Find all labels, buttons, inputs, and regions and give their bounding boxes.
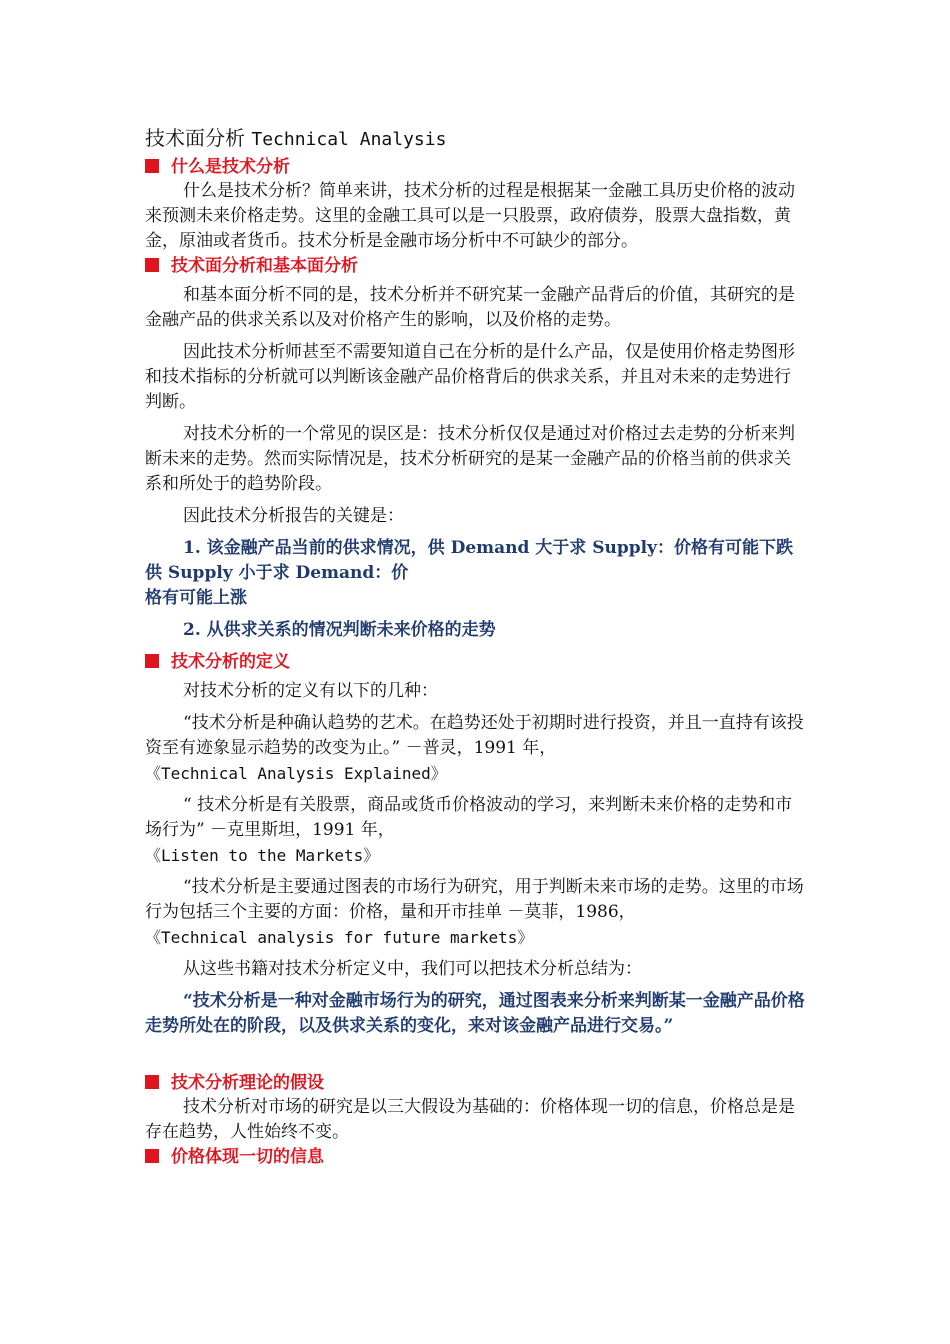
list-item-1: 1. 该金融产品当前的供求情况，供 Demand 大于求 Supply：价格有可能下跌供 Supply 小于求 Demand：价: [145, 538, 793, 583]
list-item-1-continued: 格有可能上涨: [145, 588, 247, 608]
quote-1: “技术分析是种确认趋势的艺术。在趋势还处于初期时进行投资，并且一直持有该投资至有迹象显示趋势的改变为止。” －普灵，1991 年，: [145, 713, 804, 758]
section-heading-assumptions: [145, 1071, 807, 1095]
paragraph: 对技术分析的一个常见的误区是：技术分析仅仅是通过对价格过去走势的分析来判断未来的走势。然而实际情况是，技术分析研究的是某一金融产品的价格当前的供求关系和所处于的趋势阶段。: [145, 424, 795, 494]
quote-2: “ 技术分析是有关股票，商品或货币价格波动的学习，来判断未来价格的走势和市场行为” －克里斯坦，1991 年，: [145, 795, 793, 840]
page-title: [145, 124, 807, 154]
paragraph: 对技术分析的定义有以下的几种：: [183, 681, 438, 701]
paragraph: 技术分析对市场的研究是以三大假设为基础的：价格体现一切的信息，价格总是是存在趋势，人性始终不变。: [145, 1097, 795, 1142]
heading-text: 技术分析理论的假设: [171, 1073, 324, 1093]
section-heading-price-reflects: [145, 1145, 807, 1169]
paragraph: 因此技术分析报告的关键是：: [183, 506, 404, 526]
section-heading-tech-vs-fundamental: [145, 254, 807, 278]
paragraph: 因此技术分析师甚至不需要知道自己在分析的是什么产品，仅是使用价格走势图形和技术指标的分析就可以判断该金融产品价格背后的供求关系，并且对未来的走势进行判断。: [145, 342, 795, 412]
red-square-icon: [145, 1149, 159, 1163]
paragraph: 从这些书籍对技术分析定义中，我们可以把技术分析总结为：: [183, 959, 642, 979]
title-en: Technical Analysis: [251, 129, 447, 150]
heading-text: 技术面分析和基本面分析: [171, 256, 358, 276]
heading-text: 什么是技术分析: [171, 157, 290, 177]
quote-2-book: 《Listen to the Markets》: [145, 846, 380, 865]
summary-quote: “技术分析是一种对金融市场行为的研究，通过图表来分析来判断某一金融产品价格走势所处在的阶段，以及供求关系的变化，来对该金融产品进行交易。”: [145, 991, 805, 1036]
title-zh: 技术面分析: [145, 126, 245, 150]
quote-3: “技术分析是主要通过图表的市场行为研究，用于判断未来市场的走势。这里的市场行为包括三个主要的方面：价格，量和开市挂单 －莫菲，1986，: [145, 877, 804, 922]
heading-text: 价格体现一切的信息: [171, 1147, 324, 1167]
list-item-2: 2. 从供求关系的情况判断未来价格的走势: [183, 620, 496, 640]
section-heading-what-is: [145, 155, 807, 179]
red-square-icon: [145, 654, 159, 668]
quote-3-book: 《Technical analysis for future markets》: [145, 928, 534, 947]
paragraph: 和基本面分析不同的是，技术分析并不研究某一金融产品背后的价值，其研究的是金融产品的供求关系以及对价格产生的影响，以及价格的走势。: [145, 285, 795, 330]
heading-text: 技术分析的定义: [171, 652, 290, 672]
quote-1-book: 《Technical Analysis Explained》: [145, 764, 447, 783]
section-heading-definition: [145, 650, 807, 674]
document-page: [145, 124, 807, 1169]
paragraph: 什么是技术分析？简单来讲，技术分析的过程是根据某一金融工具历史价格的波动来预测未来价格走势。这里的金融工具可以是一只股票，政府债券，股票大盘指数，黄金，原油或者货币。技术分析是金融市场分析中不可缺少的部分。: [145, 181, 795, 251]
red-square-icon: [145, 159, 159, 173]
red-square-icon: [145, 258, 159, 272]
red-square-icon: [145, 1075, 159, 1089]
blank-line: [145, 1039, 807, 1071]
